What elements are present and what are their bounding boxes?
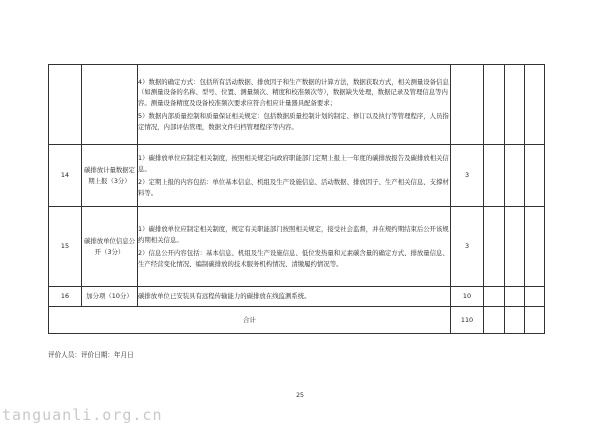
content-cell: 碳排放单位已安装具有远程传输能力的碳排放在线监测系统。: [138, 287, 451, 307]
item-cell: 碳排放计量数据定期上报（3分）: [82, 145, 138, 207]
score-cell: 3: [451, 207, 484, 287]
content-cell: [138, 207, 451, 287]
watermark: tanguanli.org.cn: [2, 406, 163, 424]
index-cell: 14: [49, 145, 82, 207]
item-cell: 碳排放单位信息公开（3分）: [82, 207, 138, 287]
content-paragraph: 5）数据内部质量控制和质量保证相关规定：包括数据质量控制计划的制定、修订以及执行等管理程序，人员指定情况，内部评估管理，数据文件归档管理程序等内容。: [138, 112, 449, 131]
blank-cell: [525, 207, 545, 287]
content-cell: [138, 65, 451, 145]
blank-cell: [484, 207, 505, 287]
blank-cell: [505, 65, 525, 145]
blank-cell: [525, 287, 545, 307]
blank-cell: [525, 307, 545, 334]
total-score: 110: [451, 307, 484, 334]
index-cell: 15: [49, 207, 82, 287]
blank-cell: [484, 307, 505, 334]
page-number: 25: [296, 392, 304, 399]
total-label: 合计: [49, 307, 451, 334]
blank-cell: [525, 65, 545, 145]
content-paragraph: 2）定期上报的内容包括：单位基本信息、机组及生产设施信息、活动数据、排放因子、生产相关信息、支撑材料等。: [138, 178, 449, 197]
content-cell: [138, 145, 451, 207]
table-row: [49, 145, 545, 207]
table-row: [49, 207, 545, 287]
total-row: [49, 307, 545, 334]
score-cell: [451, 65, 484, 145]
table-row: [49, 65, 545, 145]
content-paragraph: 4）数据的确定方式：包括所有活动数据、排放因子和生产数据的计算方法，数据获取方式，相关测量设备信息（如测量设备的名称、型号、位置、测量频次、精度和校准频次等），数据缺失处理，数据记录及管理信息等内容。测量设备精度及设备校准频次要求应符合相应计量器具配备要求；: [138, 77, 449, 107]
blank-cell: [505, 287, 525, 307]
blank-cell: [484, 287, 505, 307]
content-paragraph: 1）碳排放单位应制定相关制度，规定有关职能部门按照相关规定，接受社会监督，并在规约期结束后公开该规约期相关信息。: [138, 225, 449, 244]
evaluation-table: [48, 64, 545, 334]
content-paragraph: 2）信息公开内容包括：基本信息、机组及生产设施信息、低位发热量和元素碳含量的确定方式、排放量信息、生产经营变化情况、编制碳排放的技术服务机构情况、清缴履约情况等。: [138, 249, 449, 268]
table-row: [49, 287, 545, 307]
item-cell: [82, 65, 138, 145]
index-cell: 16: [49, 287, 82, 307]
item-cell: 加分项（10分）: [82, 287, 138, 307]
blank-cell: [505, 145, 525, 207]
blank-cell: [505, 307, 525, 334]
score-cell: 10: [451, 287, 484, 307]
index-cell: [49, 65, 82, 145]
blank-cell: [505, 207, 525, 287]
content-paragraph: 1）碳排放单位应制定相关制度，按照相关规定向政府职能部门定期上报上一年度的碳排放报告及碳排放相关信息。: [138, 154, 449, 173]
blank-cell: [484, 65, 505, 145]
blank-cell: [484, 145, 505, 207]
evaluator-footer: 评价人员：评价日期：年月日: [48, 351, 134, 359]
blank-cell: [525, 145, 545, 207]
score-cell: 3: [451, 145, 484, 207]
